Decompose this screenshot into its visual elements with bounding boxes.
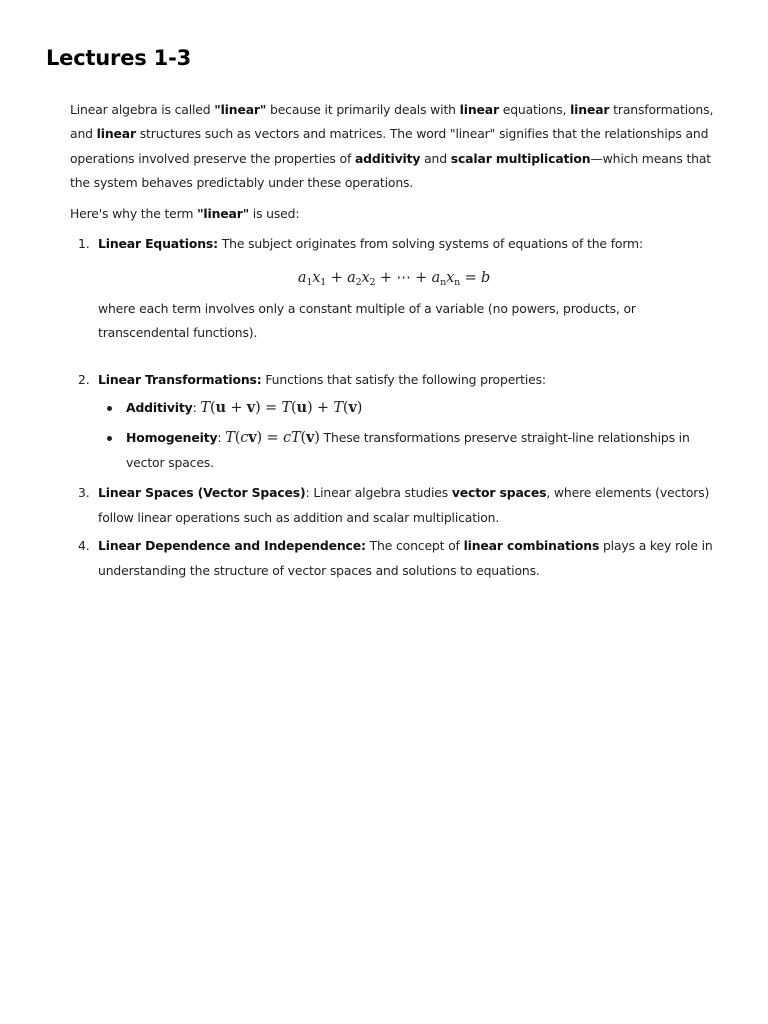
property-sep: : [192, 400, 201, 416]
math-paren: ( [342, 400, 349, 417]
item-bold: linear combinations [463, 538, 600, 554]
math-subscript: 2 [355, 277, 362, 289]
item-bold: vector spaces [451, 485, 547, 501]
item-heading: Linear Transformations: [98, 371, 262, 387]
math-operator: ⋯ [396, 270, 411, 287]
math-paren: ) [306, 400, 313, 417]
math-vector: u [296, 399, 307, 417]
list-item [70, 232, 718, 346]
item-text: The concept of [365, 538, 464, 554]
math-symbol: x [446, 270, 455, 287]
intro-text: structures such as vectors and matrices. The word "linear" signifies that the relationships and operations involved preserve the properties of [70, 126, 709, 166]
math-operator: + [312, 400, 334, 417]
intro-bold: scalar multiplication [450, 150, 591, 166]
math-vector: u [215, 399, 226, 417]
why-bold: "linear" [197, 205, 249, 221]
item-text: : Linear algebra studies [305, 485, 452, 501]
math-operator: + [410, 270, 432, 287]
intro-bold: linear [459, 102, 499, 117]
item-followup: where each term involves only a constant multiple of a variable (no powers, products, or transcendental functions). [98, 300, 636, 341]
intro-text: —which means that the system behaves predictably under these operations. [70, 150, 712, 191]
item-heading: Linear Equations: [98, 236, 218, 252]
page-title: Lectures 1-3 [46, 46, 192, 70]
item-text: plays a key role in understanding the structure of vector spaces and solutions to equations. [98, 538, 713, 578]
list-number: 3. [78, 485, 90, 501]
intro-bold: additivity [354, 150, 421, 166]
math-operator: + [225, 400, 247, 417]
item-text: Functions that satisfy the following properties: [261, 371, 546, 387]
math-subscript: n [454, 277, 461, 289]
math-vector: v [246, 399, 256, 417]
math-symbol: b [481, 270, 491, 287]
list-item [70, 481, 718, 530]
homogeneity-formula [225, 430, 320, 446]
additivity-formula [200, 400, 362, 416]
math-symbol: T [200, 400, 210, 417]
item-text: , where elements (vectors) follow linear operations such as addition and scalar multiplication. [98, 485, 710, 525]
math-subscript: 2 [369, 277, 376, 289]
math-operator: = [262, 430, 283, 447]
why-paragraph [70, 202, 718, 226]
intro-text: and [420, 150, 451, 166]
math-subscript: 1 [320, 277, 327, 289]
math-symbol: x [312, 270, 321, 287]
math-symbol: c [282, 430, 291, 447]
list-item [70, 534, 718, 583]
intro-bold: "linear" [214, 102, 267, 117]
math-paren: ) [356, 400, 363, 417]
math-vector: v [306, 429, 315, 447]
why-text: Here's why the term [70, 205, 198, 221]
property-text: These transformations preserve straight-line relationships in vector spaces. [126, 430, 690, 470]
item-text: The subject originates from solving systems of equations of the form: [217, 236, 644, 252]
math-paren: ( [234, 430, 241, 447]
math-paren: ) [255, 400, 261, 417]
why-text: is used: [249, 205, 300, 221]
intro-bold: linear [570, 102, 610, 117]
linear-equation-formula [70, 256, 718, 296]
property-label: Additivity [126, 400, 193, 416]
math-symbol: T [225, 430, 235, 447]
intro-paragraph [70, 98, 718, 196]
math-paren: ) [256, 430, 263, 447]
intro-bold: linear [96, 126, 136, 142]
list-number: 1. [78, 236, 90, 252]
math-operator: = [460, 270, 482, 287]
list-number: 2. [78, 371, 90, 387]
item-heading: Linear Spaces (Vector Spaces) [98, 485, 306, 501]
math-symbol: a [297, 270, 307, 287]
math-paren: ( [291, 400, 297, 417]
math-symbol: x [361, 270, 370, 287]
properties-list [98, 396, 718, 475]
document-body [46, 98, 718, 583]
math-symbol: T [290, 430, 301, 447]
math-subscript: n [440, 277, 447, 289]
math-vector: v [248, 429, 257, 447]
math-symbol: T [333, 400, 343, 417]
math-symbol: T [281, 400, 292, 417]
property-label: Homogeneity [126, 430, 218, 446]
property-sep: : [217, 430, 226, 446]
math-operator: = [260, 400, 282, 417]
item-heading: Linear Dependence and Independence: [98, 538, 366, 554]
math-symbol: a [431, 270, 441, 287]
math-subscript: 1 [306, 277, 313, 289]
reasons-list [70, 232, 718, 583]
intro-text: equations, [498, 102, 571, 117]
math-vector: v [348, 399, 357, 417]
math-symbol: c [240, 430, 249, 447]
list-number: 4. [78, 538, 90, 554]
property-homogeneity [98, 426, 718, 475]
math-operator: + [375, 270, 397, 287]
intro-text: Linear algebra is called [70, 102, 215, 117]
math-paren: ) [314, 430, 320, 447]
math-symbol: a [347, 270, 356, 287]
intro-text: transformations, and [70, 102, 714, 142]
math-paren: ( [209, 400, 216, 417]
intro-text: because it primarily deals with [266, 102, 460, 117]
math-operator: + [326, 270, 348, 287]
property-additivity [98, 396, 718, 420]
list-item [70, 368, 718, 476]
math-paren: ( [300, 430, 307, 447]
